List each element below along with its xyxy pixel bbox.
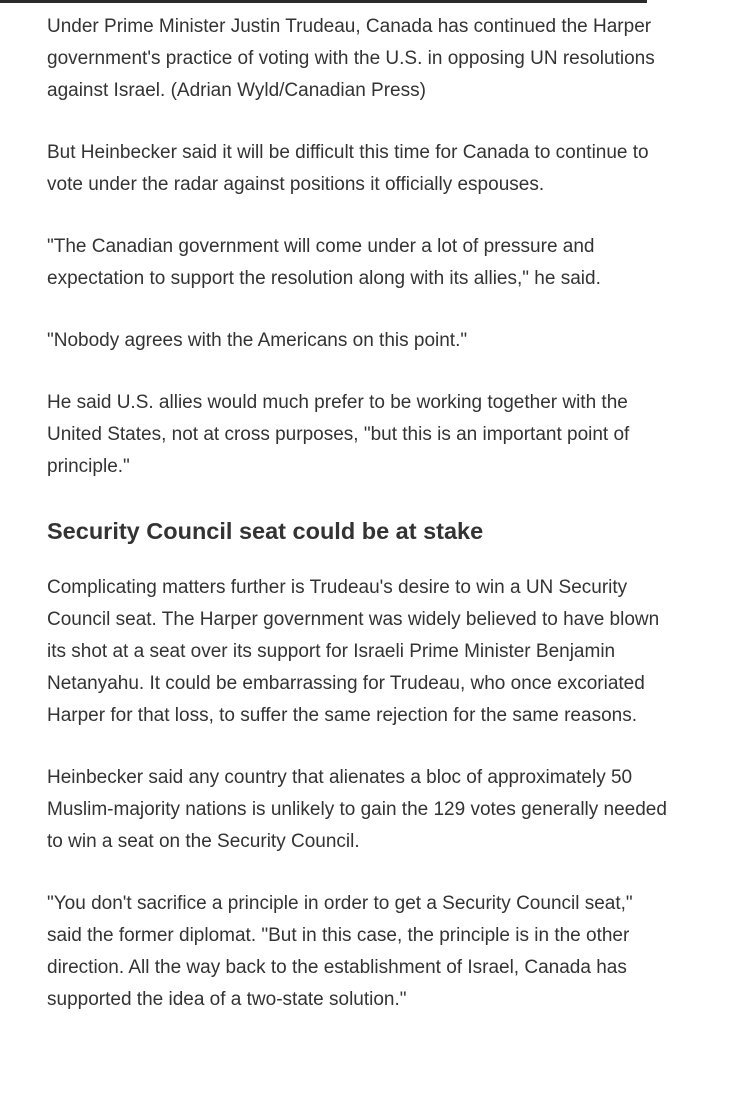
photo-caption: Under Prime Minister Justin Trudeau, Canada has continued the Harper government's practice of voting with the U.S. in opposing UN resolutions against Israel. (Adrian Wyld/Canadian Press) [47,16,655,101]
article-paragraph: But Heinbecker said it will be difficult this time for Canada to continue to vote under the radar against positions it officially espouses. [47,142,649,195]
article-paragraph: "Nobody agrees with the Americans on this point." [47,330,468,351]
section-heading: Security Council seat could be at stake [47,518,484,544]
photo-bottom-edge [0,0,647,3]
article-paragraph: "The Canadian government will come under a lot of pressure and expectation to support the resolution along with its allies," he said. [47,236,601,289]
article-paragraph: Heinbecker said any country that alienates a bloc of approximately 50 Muslim-majority nations is unlikely to gain the 129 votes generally needed to win a seat on the Security Council. [47,767,667,852]
article-body [47,11,667,1046]
article-paragraph: He said U.S. allies would much prefer to be working together with the United States, not at cross purposes, "but this is an important point of principle." [47,392,630,477]
article-paragraph: "You don't sacrifice a principle in order to get a Security Council seat," said the former diplomat. "But in this case, the principle is in the other direction. All the way back to the establishment of Israel, Canada has supported the idea of a two-state solution." [47,893,633,1010]
article-paragraph: Complicating matters further is Trudeau's desire to win a UN Security Council seat. The Harper government was widely believed to have blown its shot at a seat over its support for Israeli Prime Minister Benjamin Netanyahu. It could be embarrassing for Trudeau, who once excoriated Harper for that loss, to suffer the same rejection for the same reasons. [47,577,660,726]
